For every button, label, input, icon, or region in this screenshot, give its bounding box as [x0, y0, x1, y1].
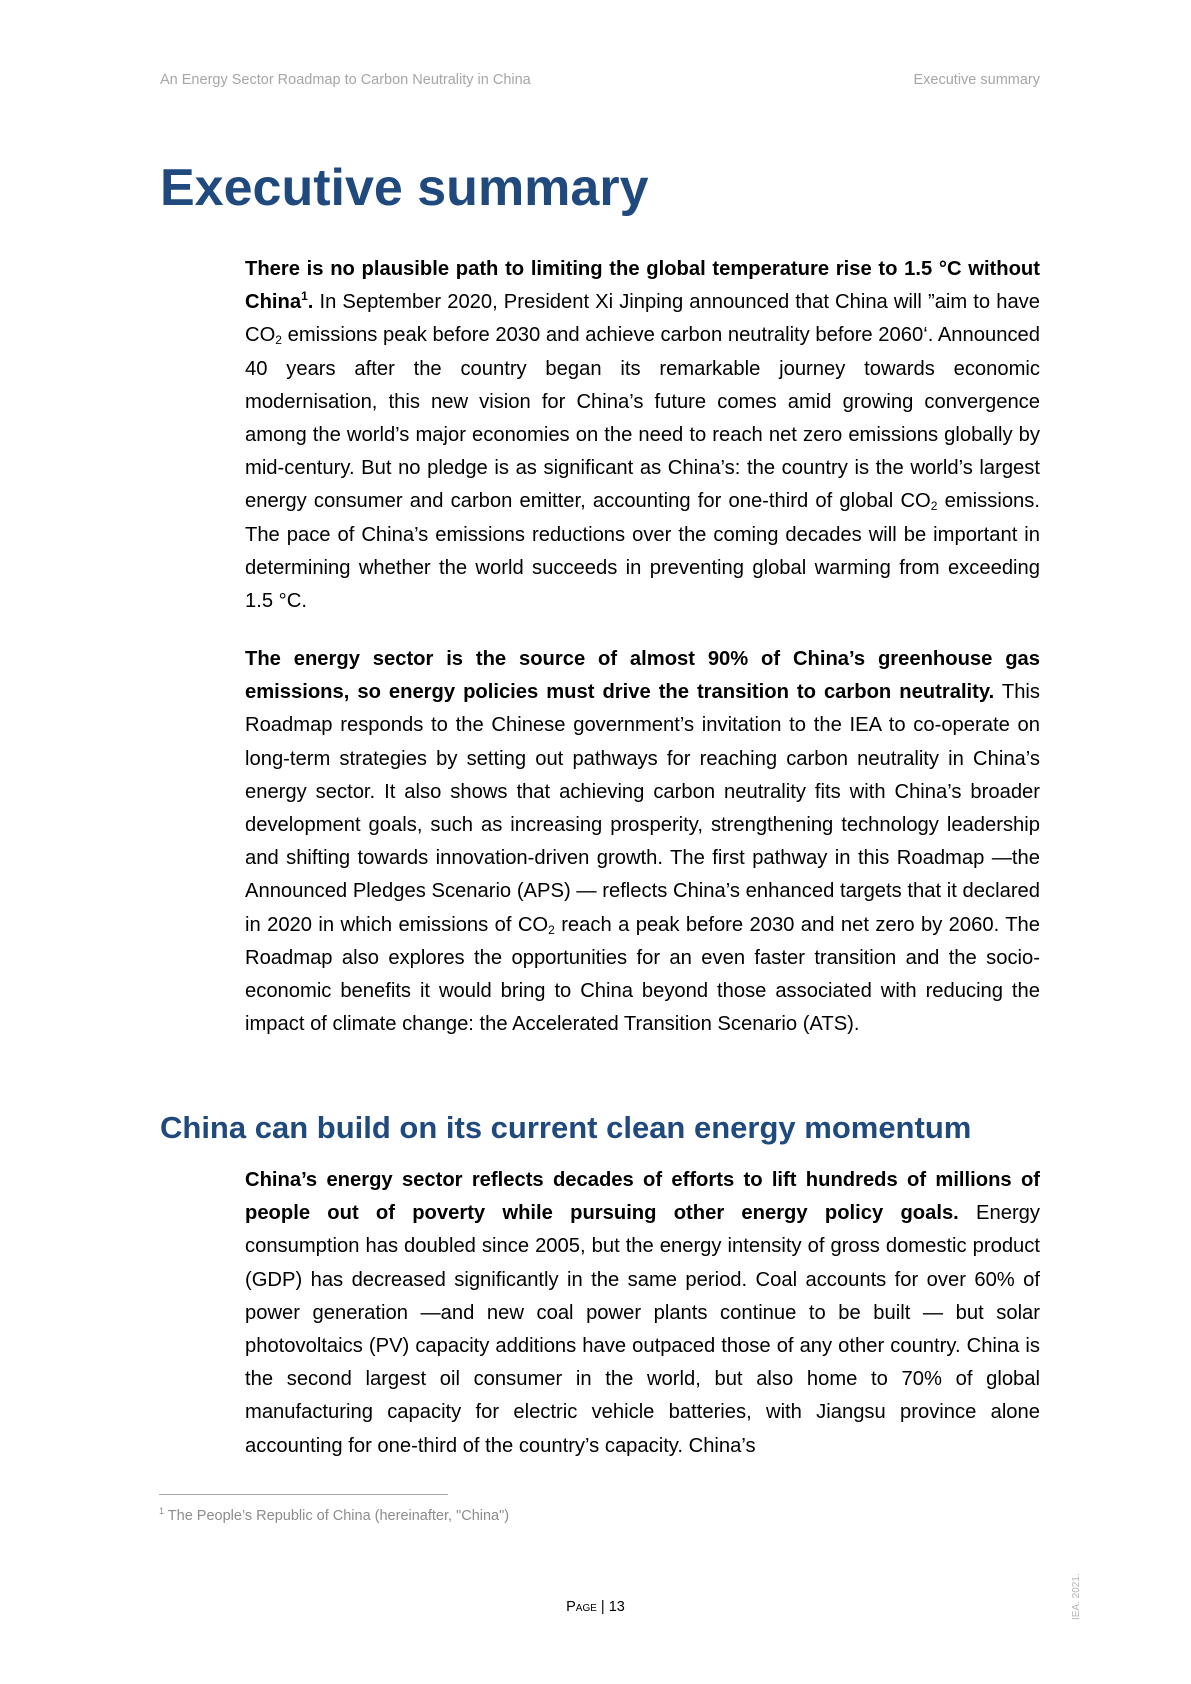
- page-number-value: 13: [608, 1599, 625, 1615]
- p3-lead: China’s energy sector reflects decades of efforts to lift hundreds of millions of people out of poverty while pursuing other energy policy goals.: [245, 1169, 1040, 1225]
- footnote-ref[interactable]: 1: [301, 289, 308, 304]
- footnote-divider: [159, 1494, 448, 1495]
- p1-lead-end: .: [307, 291, 314, 314]
- paragraph-1: [245, 253, 1040, 618]
- p2-lead: The energy sector is the source of almost 90% of China’s greenhouse gas emissions, so energy policies must drive the transition to carbon neutrality.: [245, 648, 1040, 704]
- section-heading: China can build on its current clean energy momentum: [160, 1110, 972, 1145]
- running-header-section: Executive summary: [913, 72, 1040, 88]
- p3-text-1: Energy consumption has doubled since 2005, but the energy intensity of gross domestic product (GDP) has decreased significantly in the same period. Coal accounts for over 60% of power generation —and new coal power plants continue to be built — but solar photovoltaics (PV) capacity additions have outpaced those of any other country. China is the second largest oil consumer in the world, but also home to 70% of global manufacturing capacity for electric vehicle batteries, with Jiangsu province alone accounting for one-third of the country’s capacity. China’s: [245, 1202, 1040, 1457]
- paragraph-3: [245, 1164, 1040, 1463]
- p1-lead: There is no plausible path to limiting the global temperature rise to 1.5 °C without China: [245, 258, 1040, 314]
- paragraph-2: [245, 643, 1040, 1041]
- footnote-text: The People’s Republic of China (hereinafter, "China"): [164, 1508, 510, 1524]
- p2-text-2: reach a peak before 2030 and net zero by 2060. The Roadmap also explores the opportunities for an even faster transition and the socio-economic benefits it would bring to China beyond those associated with reducing the impact of climate change: the Accelerated Transition Scenario (ATS).: [245, 913, 1041, 1036]
- footnote-number: 1: [159, 1506, 165, 1516]
- p1-text-1: In September 2020, President Xi Jinping announced that China will ”aim to have CO: [245, 291, 1040, 347]
- page-label: Page: [566, 1599, 597, 1615]
- co2-subscript: 2: [275, 333, 282, 348]
- p1-text-3: emissions. The pace of China’s emissions reductions over the coming decades will be important in determining whether the world succeeds in preventing global warming from exceeding 1.5 °C.: [245, 490, 1040, 613]
- co2-subscript: 2: [930, 499, 938, 514]
- page-number: [0, 1599, 1191, 1615]
- p2-text-1: This Roadmap responds to the Chinese government’s invitation to the IEA to co-operate on long-term strategies by setting out pathways for reaching carbon neutrality in China’s energy sector. It also shows that achieving carbon neutrality fits with China’s broader development goals, such as increasing prosperity, strengthening technology leadership and shifting towards innovation-driven growth. The first pathway in this Roadmap —the Announced Pledges Scenario (APS) — reflects China’s enhanced targets that it declared in 2020 in which emissions of CO: [245, 681, 1040, 936]
- running-header-title: An Energy Sector Roadmap to Carbon Neutrality in China: [160, 72, 531, 88]
- page-separator: |: [596, 1599, 609, 1615]
- footnote: [159, 1508, 509, 1524]
- page-title: Executive summary: [160, 159, 649, 217]
- copyright-notice: IEA. 2021.: [1071, 1573, 1082, 1620]
- co2-subscript: 2: [548, 922, 555, 937]
- p1-text-2: emissions peak before 2030 and achieve carbon neutrality before 2060‘. Announced 40 years after the country began its remarkable journey towards economic modernisation, this new vision for China’s future comes amid growing convergence among the world’s major economies on the need to reach net zero emissions globally by mid-century. But no pledge is as significant as China’s: the country is the world’s largest energy consumer and carbon emitter, accounting for one-third of global CO: [245, 324, 1040, 513]
